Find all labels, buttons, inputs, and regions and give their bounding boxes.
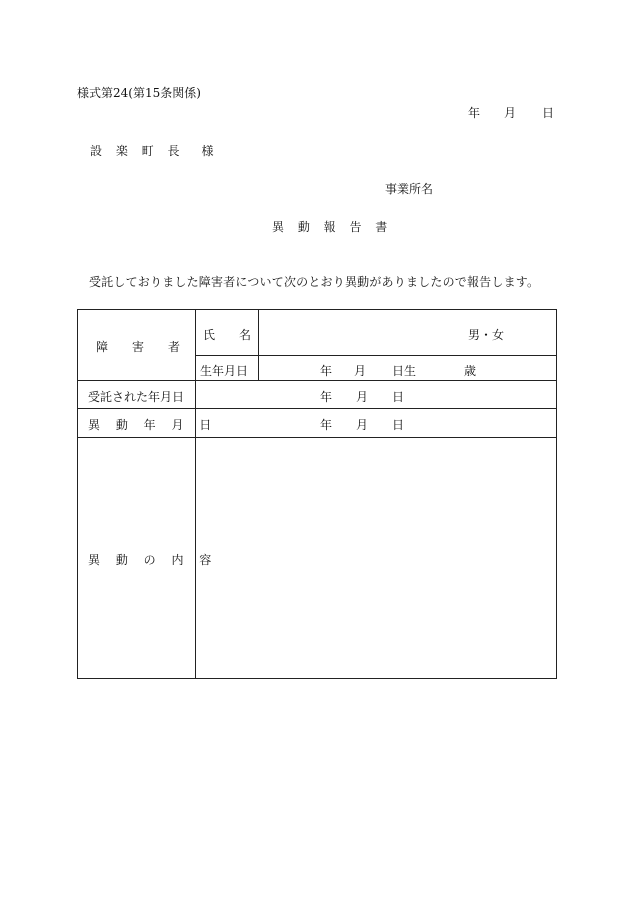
change-date-label: 異 動 年 月 日 (88, 418, 218, 432)
date-month-label: 月 (504, 106, 517, 120)
row-divider (78, 408, 556, 409)
birthdate-year: 年 (320, 364, 333, 378)
report-form-table (77, 309, 557, 679)
change-day: 日 (392, 418, 405, 432)
change-year: 年 (320, 418, 333, 432)
person-label: 障 害 者 (96, 340, 181, 354)
birthdate-day: 日生 (392, 364, 417, 378)
birthdate-label: 生年月日 (200, 364, 249, 378)
entrusted-date-label: 受託された年月日 (88, 390, 185, 404)
change-content-label: 異 動 の 内 容 (88, 553, 218, 567)
document-title: 異 動 報 告 書 (272, 220, 393, 234)
gender-options: 男・女 (468, 328, 505, 342)
entrusted-month: 月 (356, 390, 369, 404)
name-label: 氏 名 (203, 328, 252, 342)
change-content-field[interactable] (196, 438, 556, 678)
change-month: 月 (356, 418, 369, 432)
row-divider (196, 355, 556, 356)
age-label: 歳 (464, 364, 477, 378)
entrusted-year: 年 (320, 390, 333, 404)
birthdate-month: 月 (354, 364, 367, 378)
form-number: 様式第24(第15条関係) (77, 86, 201, 100)
column-divider (258, 310, 259, 380)
submission-date (468, 104, 554, 121)
row-divider (78, 380, 556, 381)
addressee: 設 楽 町 長 様 (90, 144, 219, 158)
entrusted-day: 日 (392, 390, 405, 404)
date-day-label: 日 (542, 106, 555, 120)
office-name-label: 事業所名 (385, 182, 434, 196)
body-text: 受託しておりました障害者について次のとおり異動がありましたので報告します。 (89, 275, 540, 289)
date-year-label: 年 (468, 106, 481, 120)
